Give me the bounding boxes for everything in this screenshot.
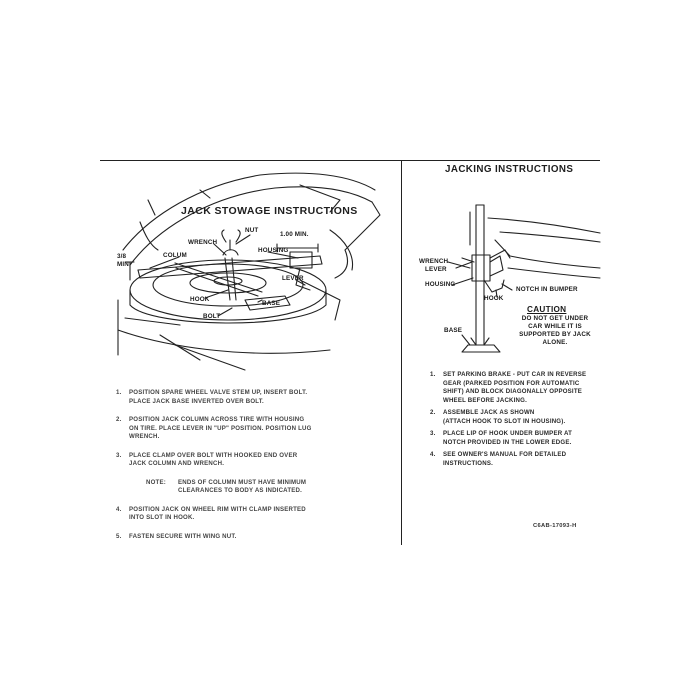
part-number: C6AB-17093-H [533, 523, 577, 529]
step-text: SEE OWNER'S MANUAL FOR DETAILED INSTRUCTIONS. [443, 451, 567, 467]
step-number: 1. [116, 389, 122, 396]
base-label-right: BASE [444, 327, 463, 334]
step-number: 2. [116, 416, 122, 423]
colum-label: COLUM [163, 252, 187, 259]
clearance-note [146, 479, 341, 496]
step-text: ASSEMBLE JACK AS SHOWN (ATTACH HOOK TO SLOT IN HOUSING). [443, 409, 566, 425]
hook-label: HOOK [190, 296, 210, 303]
wrench-label: WRENCH [188, 239, 218, 246]
jack-stowage-title: JACK STOWAGE INSTRUCTIONS [181, 205, 358, 217]
step-number: 4. [430, 451, 436, 458]
base-label: BASE [262, 300, 281, 307]
step-text: PLACE CLAMP OVER BOLT WITH HOOKED END OVER JACK COLUMN AND WRENCH. [129, 451, 298, 467]
step-number: 1. [430, 371, 436, 378]
caution-text: DO NOT GET UNDER CAR WHILE IT IS SUPPORTED BY JACK ALONE. [519, 315, 591, 346]
hook-label-right: HOOK [484, 295, 504, 302]
step-text: FASTEN SECURE WITH WING NUT. [129, 532, 237, 540]
caution-heading: CAUTION [527, 305, 567, 314]
jacking-step [430, 430, 595, 447]
trunk-outline-drawing [118, 173, 380, 370]
jacking-steps [430, 371, 595, 472]
stowage-step [116, 452, 341, 469]
stowage-step [116, 506, 341, 523]
bolt-label: BOLT [203, 313, 221, 320]
stowage-step [116, 416, 341, 442]
notch-label: NOTCH IN BUMPER [516, 286, 578, 293]
jacking-step [430, 371, 595, 405]
step-number: 3. [430, 430, 436, 437]
wrench-label-right: WRENCH [419, 258, 449, 265]
dimension-label-left-a: 3/8 [117, 253, 127, 260]
jacking-title: JACKING INSTRUCTIONS [445, 164, 574, 175]
step-text: POSITION JACK COLUMN ACROSS TIRE WITH HOUSING ON TIRE. PLACE LEVER IN "UP" POSITION. POSITION LUG WRENCH. [129, 416, 312, 440]
lever-label: LEVER [282, 275, 304, 282]
step-text: PLACE LIP OF HOOK UNDER BUMPER AT NOTCH PROVIDED IN THE LOWER EDGE. [443, 430, 573, 446]
step-number: 5. [116, 532, 122, 540]
note-label: NOTE: [146, 478, 166, 486]
step-number: 2. [430, 409, 436, 416]
step-number: 4. [116, 505, 122, 513]
dimension-label-top: 1.00 MIN. [280, 231, 309, 238]
dimension-label-left-b: MIN. [117, 261, 131, 268]
lever-label-right: LEVER [425, 266, 447, 273]
jacking-step [430, 409, 595, 426]
housing-label: HOUSING [258, 247, 289, 254]
stowage-step [116, 533, 341, 542]
step-text: POSITION JACK ON WHEEL RIM WITH CLAMP INSERTED INTO SLOT IN HOOK. [129, 505, 306, 521]
stowage-step [116, 389, 341, 406]
step-number: 3. [116, 451, 122, 459]
housing-label-right: HOUSING [425, 281, 456, 288]
step-text: SET PARKING BRAKE - PUT CAR IN REVERSE GEAR (PARKED POSITION FOR AUTOMATIC SHIFT) AND BLOCK DIAGONALLY OPPOSITE WHEEL BEFORE JACKING. [443, 371, 587, 404]
nut-label: NUT [245, 227, 259, 234]
stowage-steps [116, 389, 341, 551]
jacking-step [430, 451, 595, 468]
note-text: ENDS OF COLUMN MUST HAVE MINIMUM CLEARANCES TO BODY AS INDICATED. [178, 478, 307, 494]
step-text: POSITION SPARE WHEEL VALVE STEM UP, INSERT BOLT. PLACE JACK BASE INVERTED OVER BOLT. [129, 389, 308, 405]
